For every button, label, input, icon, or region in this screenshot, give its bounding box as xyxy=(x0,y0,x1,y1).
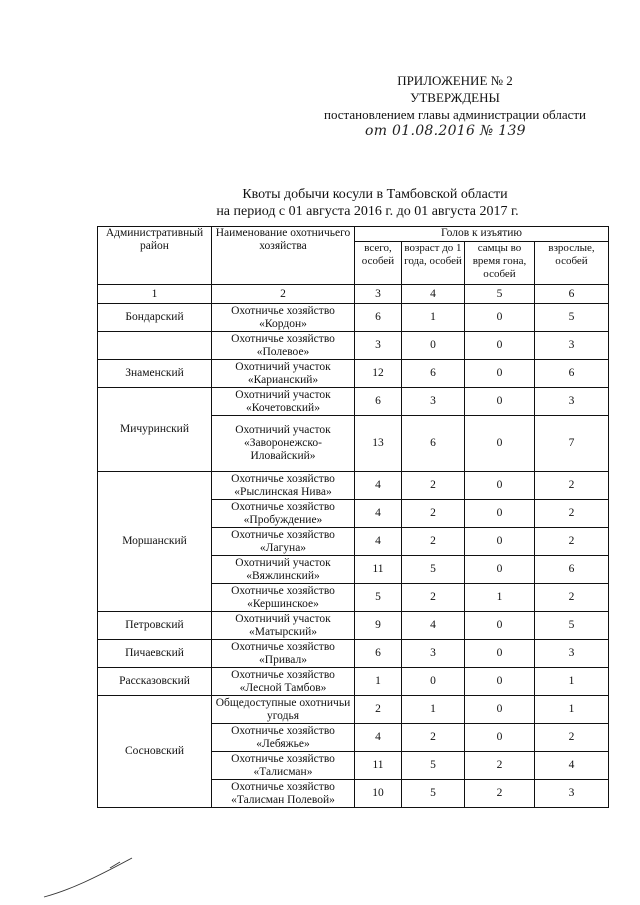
table-row xyxy=(98,668,609,696)
total-cell: 12 xyxy=(355,360,402,388)
header-farm: Наименование охотничьего хозяйства xyxy=(212,227,355,285)
district-cell: Сосновский xyxy=(98,696,212,808)
header-adults: взрослые, особей xyxy=(535,242,609,285)
table-row xyxy=(98,640,609,668)
farm-cell: Охотничье хозяйство «Лесной Тамбов» xyxy=(212,668,355,696)
age-cell: 5 xyxy=(402,752,465,780)
farm-cell: Охотничий участок «Заворонежско-Иловайский» xyxy=(212,416,355,472)
total-cell: 4 xyxy=(355,472,402,500)
adults-cell: 2 xyxy=(535,528,609,556)
district-cell: Бондарский xyxy=(98,304,212,332)
adults-cell: 1 xyxy=(535,668,609,696)
adults-cell: 4 xyxy=(535,752,609,780)
males-cell: 0 xyxy=(465,696,535,724)
males-cell: 2 xyxy=(465,780,535,808)
table-row xyxy=(98,332,609,360)
farm-cell: Охотничье хозяйство «Лебяжье» xyxy=(212,724,355,752)
farm-cell: Охотничье хозяйство «Полевое» xyxy=(212,332,355,360)
farm-cell: Охотничье хозяйство «Рыслинская Нива» xyxy=(212,472,355,500)
total-cell: 1 xyxy=(355,668,402,696)
males-cell: 0 xyxy=(465,304,535,332)
table-row xyxy=(98,388,609,416)
column-number: 4 xyxy=(402,285,465,304)
farm-cell: Охотничье хозяйство «Кордон» xyxy=(212,304,355,332)
table-row xyxy=(98,304,609,332)
farm-cell: Охотничий участок «Матырский» xyxy=(212,612,355,640)
males-cell: 0 xyxy=(465,612,535,640)
adults-cell: 6 xyxy=(535,360,609,388)
district-cell: Петровский xyxy=(98,612,212,640)
males-cell: 0 xyxy=(465,416,535,472)
quota-table xyxy=(97,226,609,808)
adults-cell: 1 xyxy=(535,696,609,724)
age-cell: 0 xyxy=(402,332,465,360)
header-total: всего, особей xyxy=(355,242,402,285)
total-cell: 10 xyxy=(355,780,402,808)
males-cell: 2 xyxy=(465,752,535,780)
males-cell: 0 xyxy=(465,528,535,556)
approved-label: УТВЕРЖДЕНЫ xyxy=(410,90,500,105)
males-cell: 0 xyxy=(465,668,535,696)
farm-cell: Охотничье хозяйство «Лагуна» xyxy=(212,528,355,556)
age-cell: 1 xyxy=(402,304,465,332)
age-cell: 6 xyxy=(402,360,465,388)
adults-cell: 5 xyxy=(535,304,609,332)
header-district: Административный район xyxy=(98,227,212,285)
header-quota-group: Голов к изъятию xyxy=(355,227,609,242)
farm-cell: Охотничий участок «Карианский» xyxy=(212,360,355,388)
adults-cell: 2 xyxy=(535,500,609,528)
farm-cell: Охотничье хозяйство «Кершинское» xyxy=(212,584,355,612)
column-number: 5 xyxy=(465,285,535,304)
total-cell: 13 xyxy=(355,416,402,472)
title-line-2: на период с 01 августа 2016 г. до 01 августа 2017 г. xyxy=(216,204,519,219)
title-line-1: Квоты добычи косули в Тамбовской области xyxy=(242,187,508,202)
age-cell: 5 xyxy=(402,556,465,584)
header-males: самцы во время гона, особей xyxy=(465,242,535,285)
males-cell: 0 xyxy=(465,472,535,500)
district-cell: Знаменский xyxy=(98,360,212,388)
column-number: 6 xyxy=(535,285,609,304)
age-cell: 4 xyxy=(402,612,465,640)
age-cell: 5 xyxy=(402,780,465,808)
adults-cell: 7 xyxy=(535,416,609,472)
males-cell: 0 xyxy=(465,556,535,584)
column-number: 2 xyxy=(212,285,355,304)
farm-cell: Общедоступные охотничьи угодья xyxy=(212,696,355,724)
adults-cell: 3 xyxy=(535,332,609,360)
adults-cell: 3 xyxy=(535,640,609,668)
total-cell: 6 xyxy=(355,388,402,416)
age-cell: 3 xyxy=(402,388,465,416)
header-age: возраст до 1 года, особей xyxy=(402,242,465,285)
age-cell: 2 xyxy=(402,584,465,612)
males-cell: 0 xyxy=(465,360,535,388)
decree-reference: постановлением главы администрации области xyxy=(324,107,586,122)
males-cell: 1 xyxy=(465,584,535,612)
total-cell: 2 xyxy=(355,696,402,724)
adults-cell: 3 xyxy=(535,780,609,808)
farm-cell: Охотничье хозяйство «Привал» xyxy=(212,640,355,668)
table-row xyxy=(98,612,609,640)
column-number-row xyxy=(98,285,609,304)
district-cell xyxy=(98,332,212,360)
males-cell: 0 xyxy=(465,640,535,668)
adults-cell: 2 xyxy=(535,472,609,500)
farm-cell: Охотничье хозяйство «Талисман Полевой» xyxy=(212,780,355,808)
total-cell: 9 xyxy=(355,612,402,640)
age-cell: 6 xyxy=(402,416,465,472)
total-cell: 6 xyxy=(355,640,402,668)
age-cell: 2 xyxy=(402,724,465,752)
adults-cell: 5 xyxy=(535,612,609,640)
table-row xyxy=(98,696,609,724)
males-cell: 0 xyxy=(465,388,535,416)
males-cell: 0 xyxy=(465,500,535,528)
district-cell: Мичуринский xyxy=(98,388,212,472)
adults-cell: 3 xyxy=(535,388,609,416)
farm-cell: Охотничий участок «Вяжлинский» xyxy=(212,556,355,584)
age-cell: 3 xyxy=(402,640,465,668)
farm-cell: Охотничий участок «Кочетовский» xyxy=(212,388,355,416)
total-cell: 11 xyxy=(355,752,402,780)
males-cell: 0 xyxy=(465,332,535,360)
table-row xyxy=(98,360,609,388)
total-cell: 5 xyxy=(355,584,402,612)
appendix-number: ПРИЛОЖЕНИЕ № 2 xyxy=(397,73,513,88)
column-number: 1 xyxy=(98,285,212,304)
adults-cell: 6 xyxy=(535,556,609,584)
district-cell: Рассказовский xyxy=(98,668,212,696)
males-cell: 0 xyxy=(465,724,535,752)
total-cell: 4 xyxy=(355,528,402,556)
handwritten-date-number: от 01.08.2016 № 139 xyxy=(365,123,526,139)
age-cell: 0 xyxy=(402,668,465,696)
total-cell: 6 xyxy=(355,304,402,332)
total-cell: 3 xyxy=(355,332,402,360)
appendix-header xyxy=(290,72,620,123)
table-row xyxy=(98,472,609,500)
age-cell: 1 xyxy=(402,696,465,724)
handwritten-scribble xyxy=(40,852,140,902)
district-cell: Моршанский xyxy=(98,472,212,612)
total-cell: 4 xyxy=(355,500,402,528)
district-cell: Пичаевский xyxy=(98,640,212,668)
age-cell: 2 xyxy=(402,472,465,500)
age-cell: 2 xyxy=(402,528,465,556)
farm-cell: Охотничье хозяйство «Талисман» xyxy=(212,752,355,780)
total-cell: 4 xyxy=(355,724,402,752)
adults-cell: 2 xyxy=(535,724,609,752)
column-number: 3 xyxy=(355,285,402,304)
farm-cell: Охотничье хозяйство «Пробуждение» xyxy=(212,500,355,528)
document-title xyxy=(0,186,640,220)
total-cell: 11 xyxy=(355,556,402,584)
adults-cell: 2 xyxy=(535,584,609,612)
age-cell: 2 xyxy=(402,500,465,528)
